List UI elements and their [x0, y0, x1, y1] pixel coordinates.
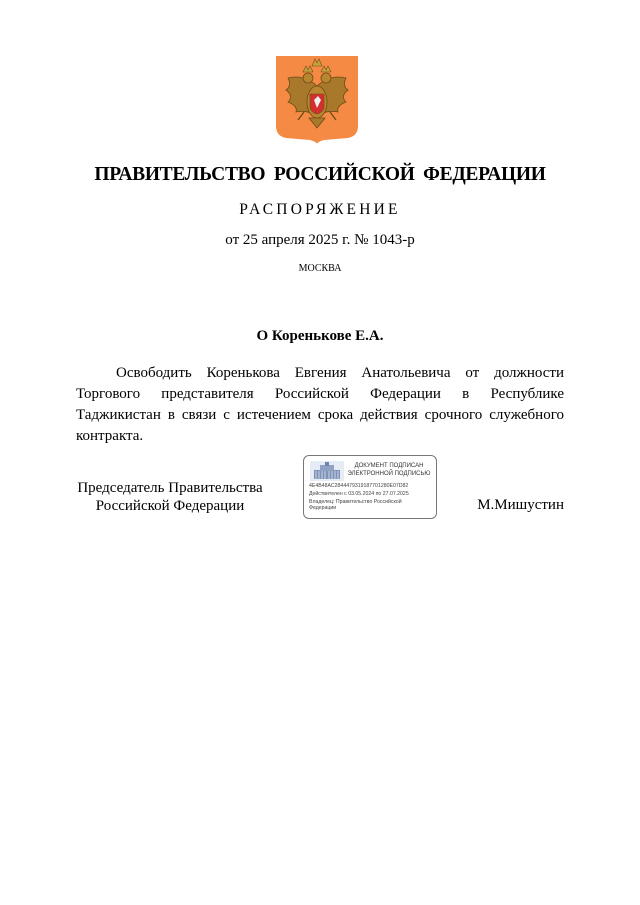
stamp-certificate: 4E4B48AC2844479319187701280E07D82: [309, 483, 409, 489]
document-city: МОСКВА: [298, 263, 342, 274]
stamp-header: [344, 462, 434, 478]
signer-name: М.Мишустин: [477, 497, 564, 513]
government-building-icon: [310, 461, 344, 481]
electronic-signature-stamp: [303, 455, 437, 519]
document-body-paragraph: Освободить Коренькова Евгения Анатольевича от должности Торгового представителя Российской Федерации в Республике Таджикистан в связи с истечением срока действия срочного служебного контракта.: [76, 365, 564, 444]
signer-position-line1: Председатель Правительства: [77, 480, 263, 496]
stamp-validity: Действителен с 03.05.2024 по 27.07.2025: [309, 491, 409, 497]
stamp-owner-line2: Федерации: [309, 505, 337, 511]
coat-of-arms-emblem-icon: [276, 56, 358, 144]
document-date-number: от 25 апреля 2025 г. № 1043-р: [225, 232, 415, 248]
government-title: ПРАВИТЕЛЬСТВО РОССИЙСКОЙ ФЕДЕРАЦИИ: [94, 164, 546, 185]
signer-position: [60, 479, 280, 515]
document-subject: О Коренькове Е.А.: [256, 328, 384, 344]
stamp-header-line2: ЭЛЕКТРОННОЙ ПОДПИСЬЮ: [347, 471, 431, 477]
signer-position-line2: Российской Федерации: [95, 498, 245, 514]
stamp-owner-line1: Владелец: Правительство Российской: [309, 499, 402, 505]
document-type: РАСПОРЯЖЕНИЕ: [239, 201, 401, 218]
stamp-header-line1: ДОКУМЕНТ ПОДПИСАН: [354, 463, 424, 469]
